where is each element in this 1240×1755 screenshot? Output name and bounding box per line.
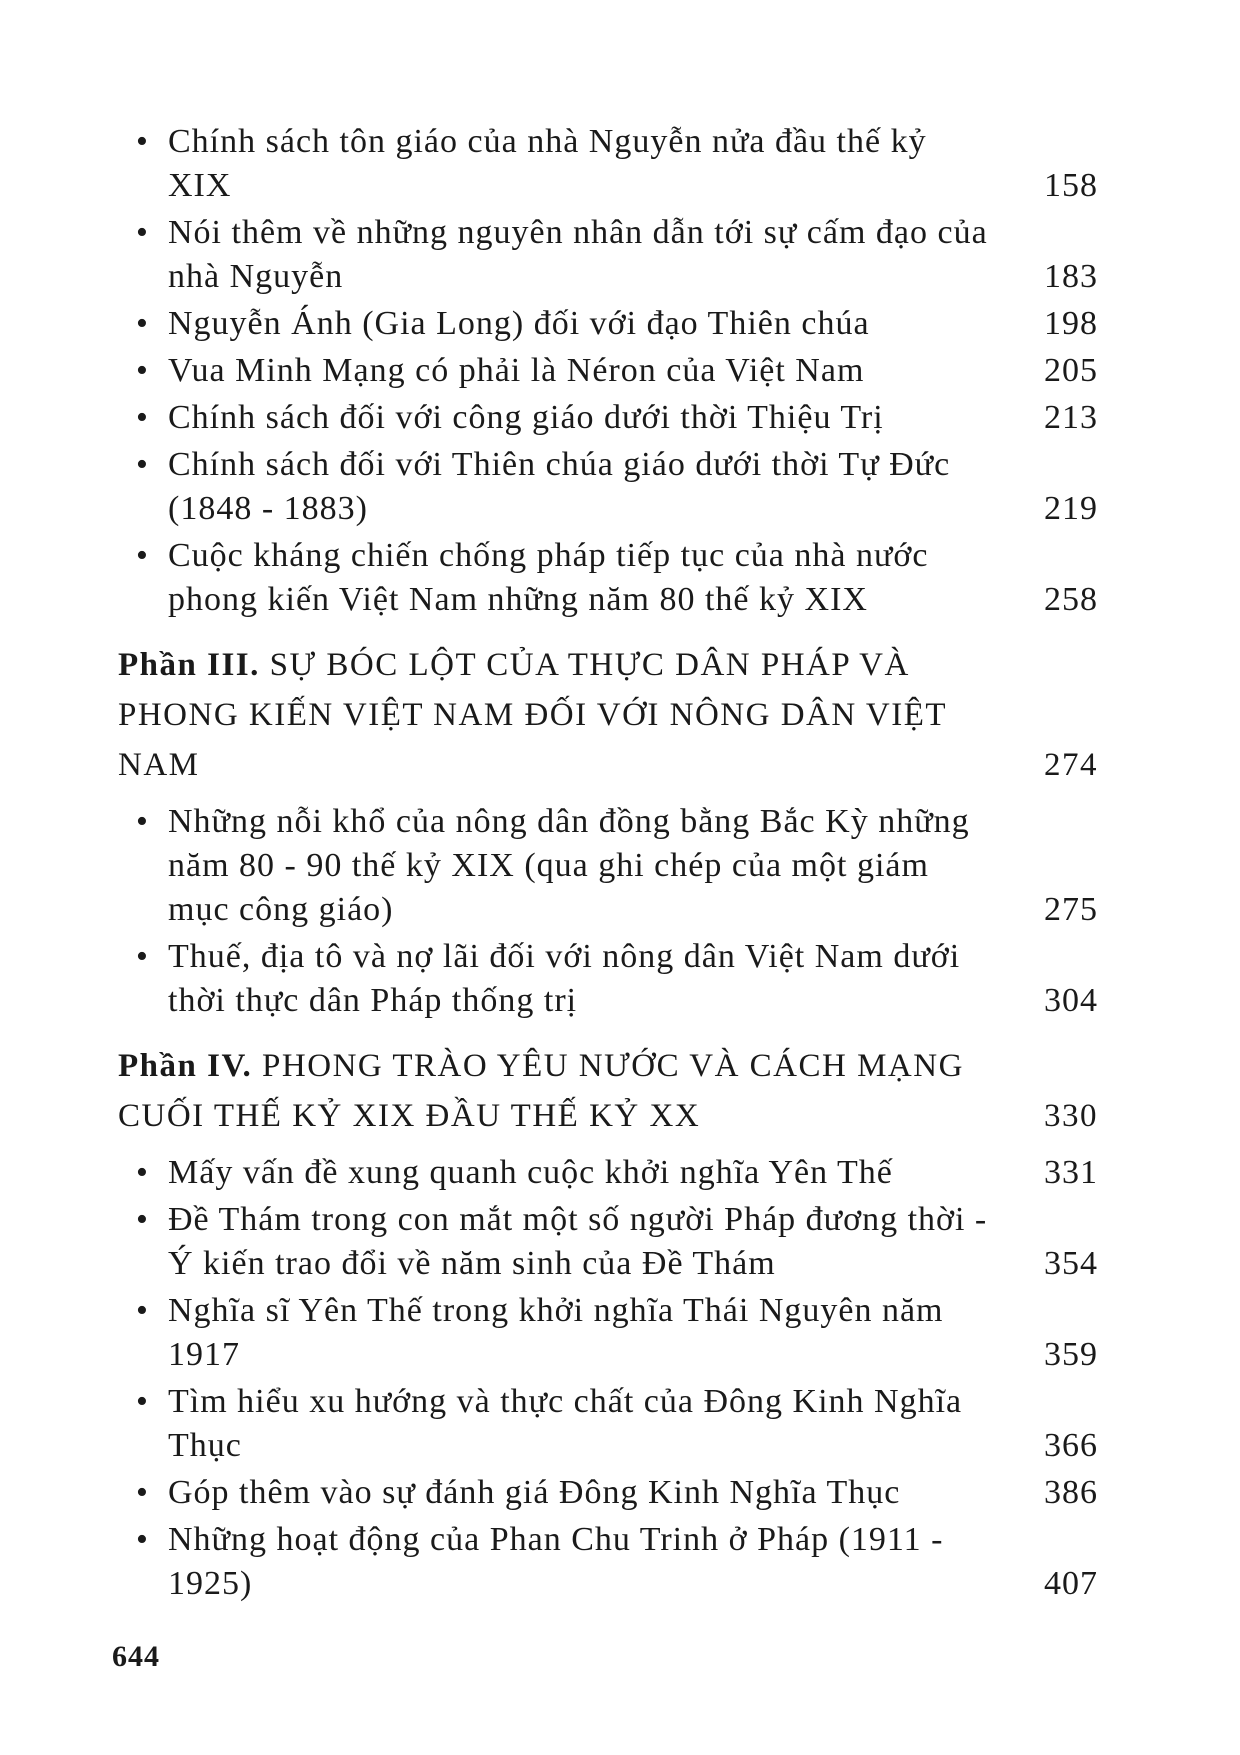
bullet-icon: •	[136, 1201, 149, 1238]
entry-title: Đề Thám trong con mắt một số người Pháp đương thời - Ý kiến trao đổi về năm sinh của Đề Thám	[168, 1201, 988, 1282]
bullet-icon: •	[136, 537, 149, 574]
toc-entries-block-3	[118, 1151, 1098, 1606]
entry-title: Tìm hiểu xu hướng và thực chất của Đông Kinh Nghĩa Thục	[168, 1383, 963, 1464]
bullet-icon: •	[136, 1154, 149, 1191]
bullet-icon: •	[136, 1474, 149, 1511]
part-label: Phần III.	[118, 647, 260, 683]
entry-title: Cuộc kháng chiến chống pháp tiếp tục của nhà nước phong kiến Việt Nam những năm 80 thế kỷ XIX	[168, 537, 929, 618]
page-number: 359	[1044, 1336, 1098, 1373]
toc-entries-block-1	[118, 120, 1098, 622]
page-number: 331	[1044, 1154, 1098, 1191]
folio-page-number: 644	[112, 1640, 160, 1673]
entry-title: Chính sách đối với Thiên chúa giáo dưới thời Tự Đức (1848 - 1883)	[168, 446, 951, 527]
toc-entry	[118, 302, 1098, 346]
entry-title: Những nỗi khổ của nông dân đồng bằng Bắc Kỳ những năm 80 - 90 thế kỷ XIX (qua ghi chép của một giám mục công giáo)	[168, 803, 970, 928]
page-number: 183	[1044, 258, 1098, 295]
page-number: 304	[1044, 982, 1098, 1019]
toc-entry	[118, 1289, 1098, 1377]
page-number: 366	[1044, 1427, 1098, 1464]
entry-title: Nghĩa sĩ Yên Thế trong khởi nghĩa Thái Nguyên năm 1917	[168, 1292, 944, 1373]
bullet-icon: •	[136, 1292, 149, 1329]
page-number: 198	[1044, 305, 1098, 342]
bullet-icon: •	[136, 399, 149, 436]
page-number: 158	[1044, 167, 1098, 204]
entry-title: Những hoạt động của Phan Chu Trinh ở Pháp (1911 - 1925)	[168, 1521, 944, 1602]
toc-entry	[118, 349, 1098, 393]
bullet-icon: •	[136, 1383, 149, 1420]
bullet-icon: •	[136, 352, 149, 389]
toc-entries-block-2	[118, 800, 1098, 1023]
toc-entry	[118, 211, 1098, 299]
toc-entry	[118, 396, 1098, 440]
entry-title: Góp thêm vào sự đánh giá Đông Kinh Nghĩa Thục	[168, 1474, 901, 1511]
part-title: PHONG TRÀO YÊU NƯỚC VÀ CÁCH MẠNG CUỐI THẾ KỶ XIX ĐẦU THẾ KỶ XX	[118, 1048, 964, 1134]
toc-entry	[118, 443, 1098, 531]
page-number: 386	[1044, 1474, 1098, 1511]
toc-entry	[118, 120, 1098, 208]
toc-part-3	[118, 640, 1098, 790]
bullet-icon: •	[136, 214, 149, 251]
toc-part-4	[118, 1041, 1098, 1141]
bullet-icon: •	[136, 803, 149, 840]
page-number: 205	[1044, 352, 1098, 389]
entry-title: Chính sách đối với công giáo dưới thời Thiệu Trị	[168, 399, 884, 436]
page-number: 354	[1044, 1245, 1098, 1282]
toc-entry	[118, 1518, 1098, 1606]
bullet-icon: •	[136, 938, 149, 975]
bullet-icon: •	[136, 446, 149, 483]
toc-entry	[118, 935, 1098, 1023]
toc-entry	[118, 1380, 1098, 1468]
page-number: 219	[1044, 490, 1098, 527]
bullet-icon: •	[136, 1521, 149, 1558]
bullet-icon: •	[136, 123, 149, 160]
bullet-icon: •	[136, 305, 149, 342]
entry-title: Nguyễn Ánh (Gia Long) đối với đạo Thiên chúa	[168, 305, 870, 342]
page-number: 275	[1044, 891, 1098, 928]
toc-entry	[118, 1198, 1098, 1286]
page-number: 330	[1044, 1098, 1098, 1134]
entry-title: Mấy vấn đề xung quanh cuộc khởi nghĩa Yên Thế	[168, 1154, 893, 1191]
toc-entry	[118, 534, 1098, 622]
entry-title: Thuế, địa tô và nợ lãi đối với nông dân Việt Nam dưới thời thực dân Pháp thống trị	[168, 938, 961, 1019]
toc-entry	[118, 1471, 1098, 1515]
part-title: SỰ BÓC LỘT CỦA THỰC DÂN PHÁP VÀ PHONG KIẾN VIỆT NAM ĐỐI VỚI NÔNG DÂN VIỆT NAM	[118, 647, 947, 783]
entry-title: Nói thêm về những nguyên nhân dẫn tới sự cấm đạo của nhà Nguyễn	[168, 214, 988, 295]
part-label: Phần IV.	[118, 1048, 253, 1084]
page-number: 213	[1044, 399, 1098, 436]
entry-title: Chính sách tôn giáo của nhà Nguyễn nửa đầu thế kỷ XIX	[168, 123, 927, 204]
entry-title: Vua Minh Mạng có phải là Néron của Việt Nam	[168, 352, 865, 389]
page-number: 258	[1044, 581, 1098, 618]
toc-entry	[118, 800, 1098, 932]
page-number: 274	[1044, 747, 1098, 783]
table-of-contents	[118, 120, 1098, 1609]
page-number: 407	[1044, 1565, 1098, 1602]
toc-entry	[118, 1151, 1098, 1195]
